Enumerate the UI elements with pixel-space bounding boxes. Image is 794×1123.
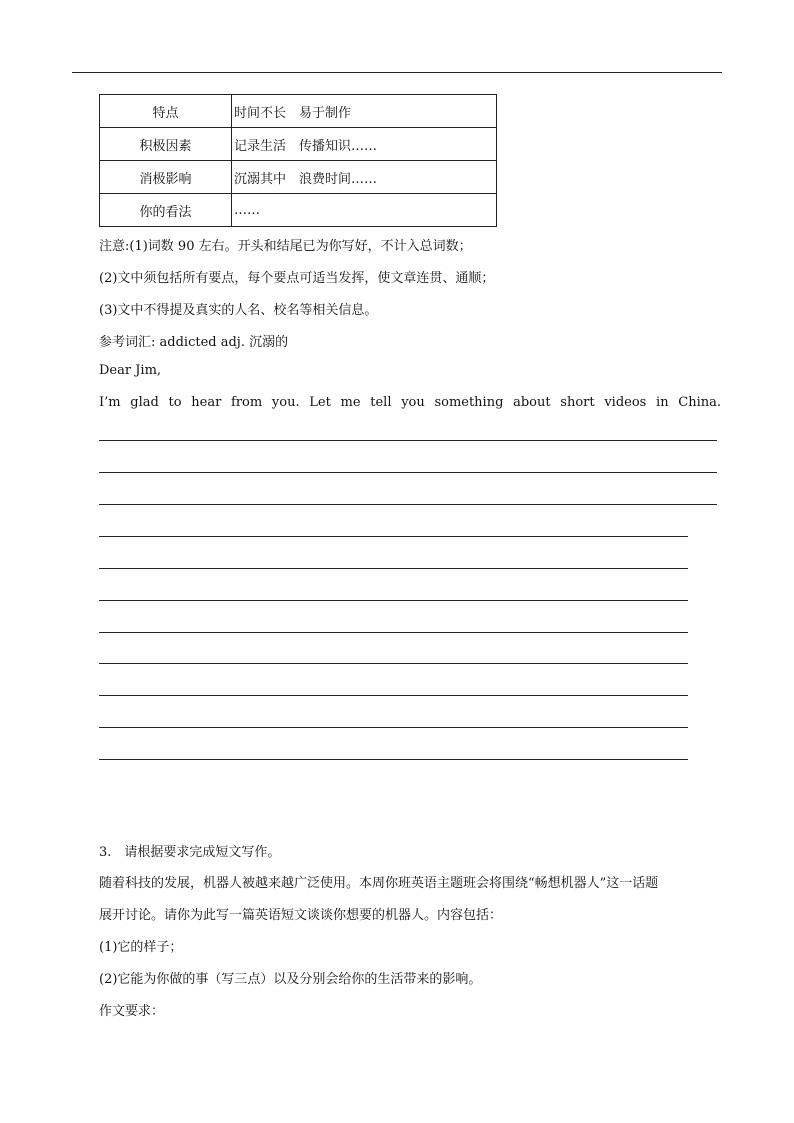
question-3-requirements: 作文要求： xyxy=(99,1004,165,1019)
question-3-title: 3. 请根据要求完成短文写作。 xyxy=(99,845,281,860)
table-value: 记录生活 传播知识…… xyxy=(232,128,497,161)
answer-line[interactable] xyxy=(99,440,717,441)
note-key-points: (2)文中须包括所有要点，每个要点可适当发挥，使文章连贯、通顺； xyxy=(99,271,495,286)
reference-vocabulary: 参考词汇: addicted adj. 沉溺的 xyxy=(99,335,289,350)
question-3-point-1: (1)它的样子； xyxy=(99,940,183,955)
answer-line[interactable] xyxy=(99,759,688,760)
answer-line[interactable] xyxy=(99,727,688,728)
header-rule xyxy=(72,72,722,73)
letter-salutation: Dear Jim, xyxy=(99,363,162,378)
question-3-intro: 随着科技的发展，机器人被越来越广泛使用。本周你班英语主题班会将围绕“畅想机器人”这一话题 xyxy=(99,876,659,891)
note-no-real-names: (3)文中不得提及真实的人名、校名等相关信息。 xyxy=(99,303,378,318)
answer-line[interactable] xyxy=(99,663,688,664)
table-value: 时间不长 易于制作 xyxy=(232,95,497,128)
topic-table xyxy=(99,94,497,227)
table-key: 消极影响 xyxy=(100,161,232,194)
answer-line[interactable] xyxy=(99,568,688,569)
answer-line[interactable] xyxy=(99,632,688,633)
note-word-count: 注意:(1)词数 90 左右。开头和结尾已为你写好，不计入总词数； xyxy=(99,239,472,254)
answer-line[interactable] xyxy=(99,600,688,601)
table-key: 你的看法 xyxy=(100,194,232,227)
table-key: 特点 xyxy=(100,95,232,128)
table-value: 沉溺其中 浪费时间…… xyxy=(232,161,497,194)
answer-line[interactable] xyxy=(99,472,717,473)
table-row xyxy=(100,95,497,128)
answer-line[interactable] xyxy=(99,504,717,505)
table-row xyxy=(100,161,497,194)
table-key: 积极因素 xyxy=(100,128,232,161)
table-row xyxy=(100,194,497,227)
answer-line[interactable] xyxy=(99,536,688,537)
answer-line[interactable] xyxy=(99,695,688,696)
table-row xyxy=(100,128,497,161)
question-3-intro-cont: 展开讨论。请你为此写一篇英语短文谈谈你想要的机器人。内容包括： xyxy=(99,908,503,923)
letter-opening: I’m glad to hear from you. Let me tell you something about short videos in China. xyxy=(99,395,721,410)
question-3-point-2: (2)它能为你做的事（写三点）以及分别会给你的生活带来的影响。 xyxy=(99,972,482,987)
table-value: …… xyxy=(232,194,497,227)
